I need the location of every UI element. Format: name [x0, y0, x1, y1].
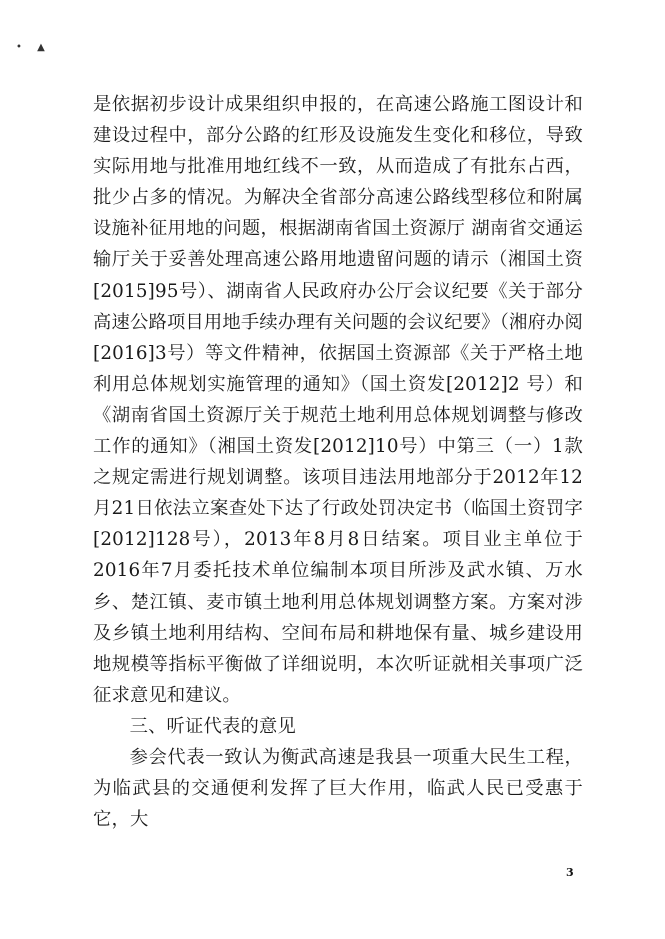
- paragraph-opinions: 参会代表一致认为衡武高速是我县一项重大民生工程，为临武县的交通便利发挥了巨大作用，临武人民已受惠于它，大: [93, 746, 583, 831]
- paragraph-continued: 是依据初步设计成果组织申报的，在高速公路施工图设计和建设过程中，部分公路的红形及设施发生变化和移位，导致实际用地与批准用地红线不一致，从而造成了有批东占西，批少占多的情况。为解决全省部分高速公路线型移位和附属设施补征用地的问题，根据湖南省国土资源厅 湖南省交通运输厅关于妥善处理高速公路用地遗留问题的请示（湘国土资[2015]95号）、湖南省人民政府办公厅会议纪要《关于部分高速公路项目用地手续办理有关问题的会议纪要》（湘府办阅[2016]3号）等文件精神，依据国土资源部《关于严格土地利用总体规划实施管理的通知》（国土资发[2012]2 号）和《湖南省国土资源厅关于规范土地利用总体规划调整与修改工作的通知》（湘国土资发[2012]10号）中第三（一）1款之规定需进行规划调整。该项目违法用地部分于2012年12月21日依法立案查处下达了行政处罚决定书（临国土资罚字[2012]128号），2013年8月8日结案。项目业主单位于2016年7月委托技术单位编制本项目所涉及武水镇、万水乡、楚江镇、麦市镇土地利用总体规划调整方案。方案对涉及乡镇土地利用结构、空间布局和耕地保有量、城乡建设用地规模等指标平衡做了详细说明，本次听证就相关事项广泛征求意见和建议。: [93, 94, 583, 706]
- section-heading: 三、听证代表的意见: [129, 715, 296, 737]
- body-text: [93, 89, 583, 835]
- corner-marks: • ▲: [16, 42, 51, 53]
- page-number: 3: [566, 866, 574, 879]
